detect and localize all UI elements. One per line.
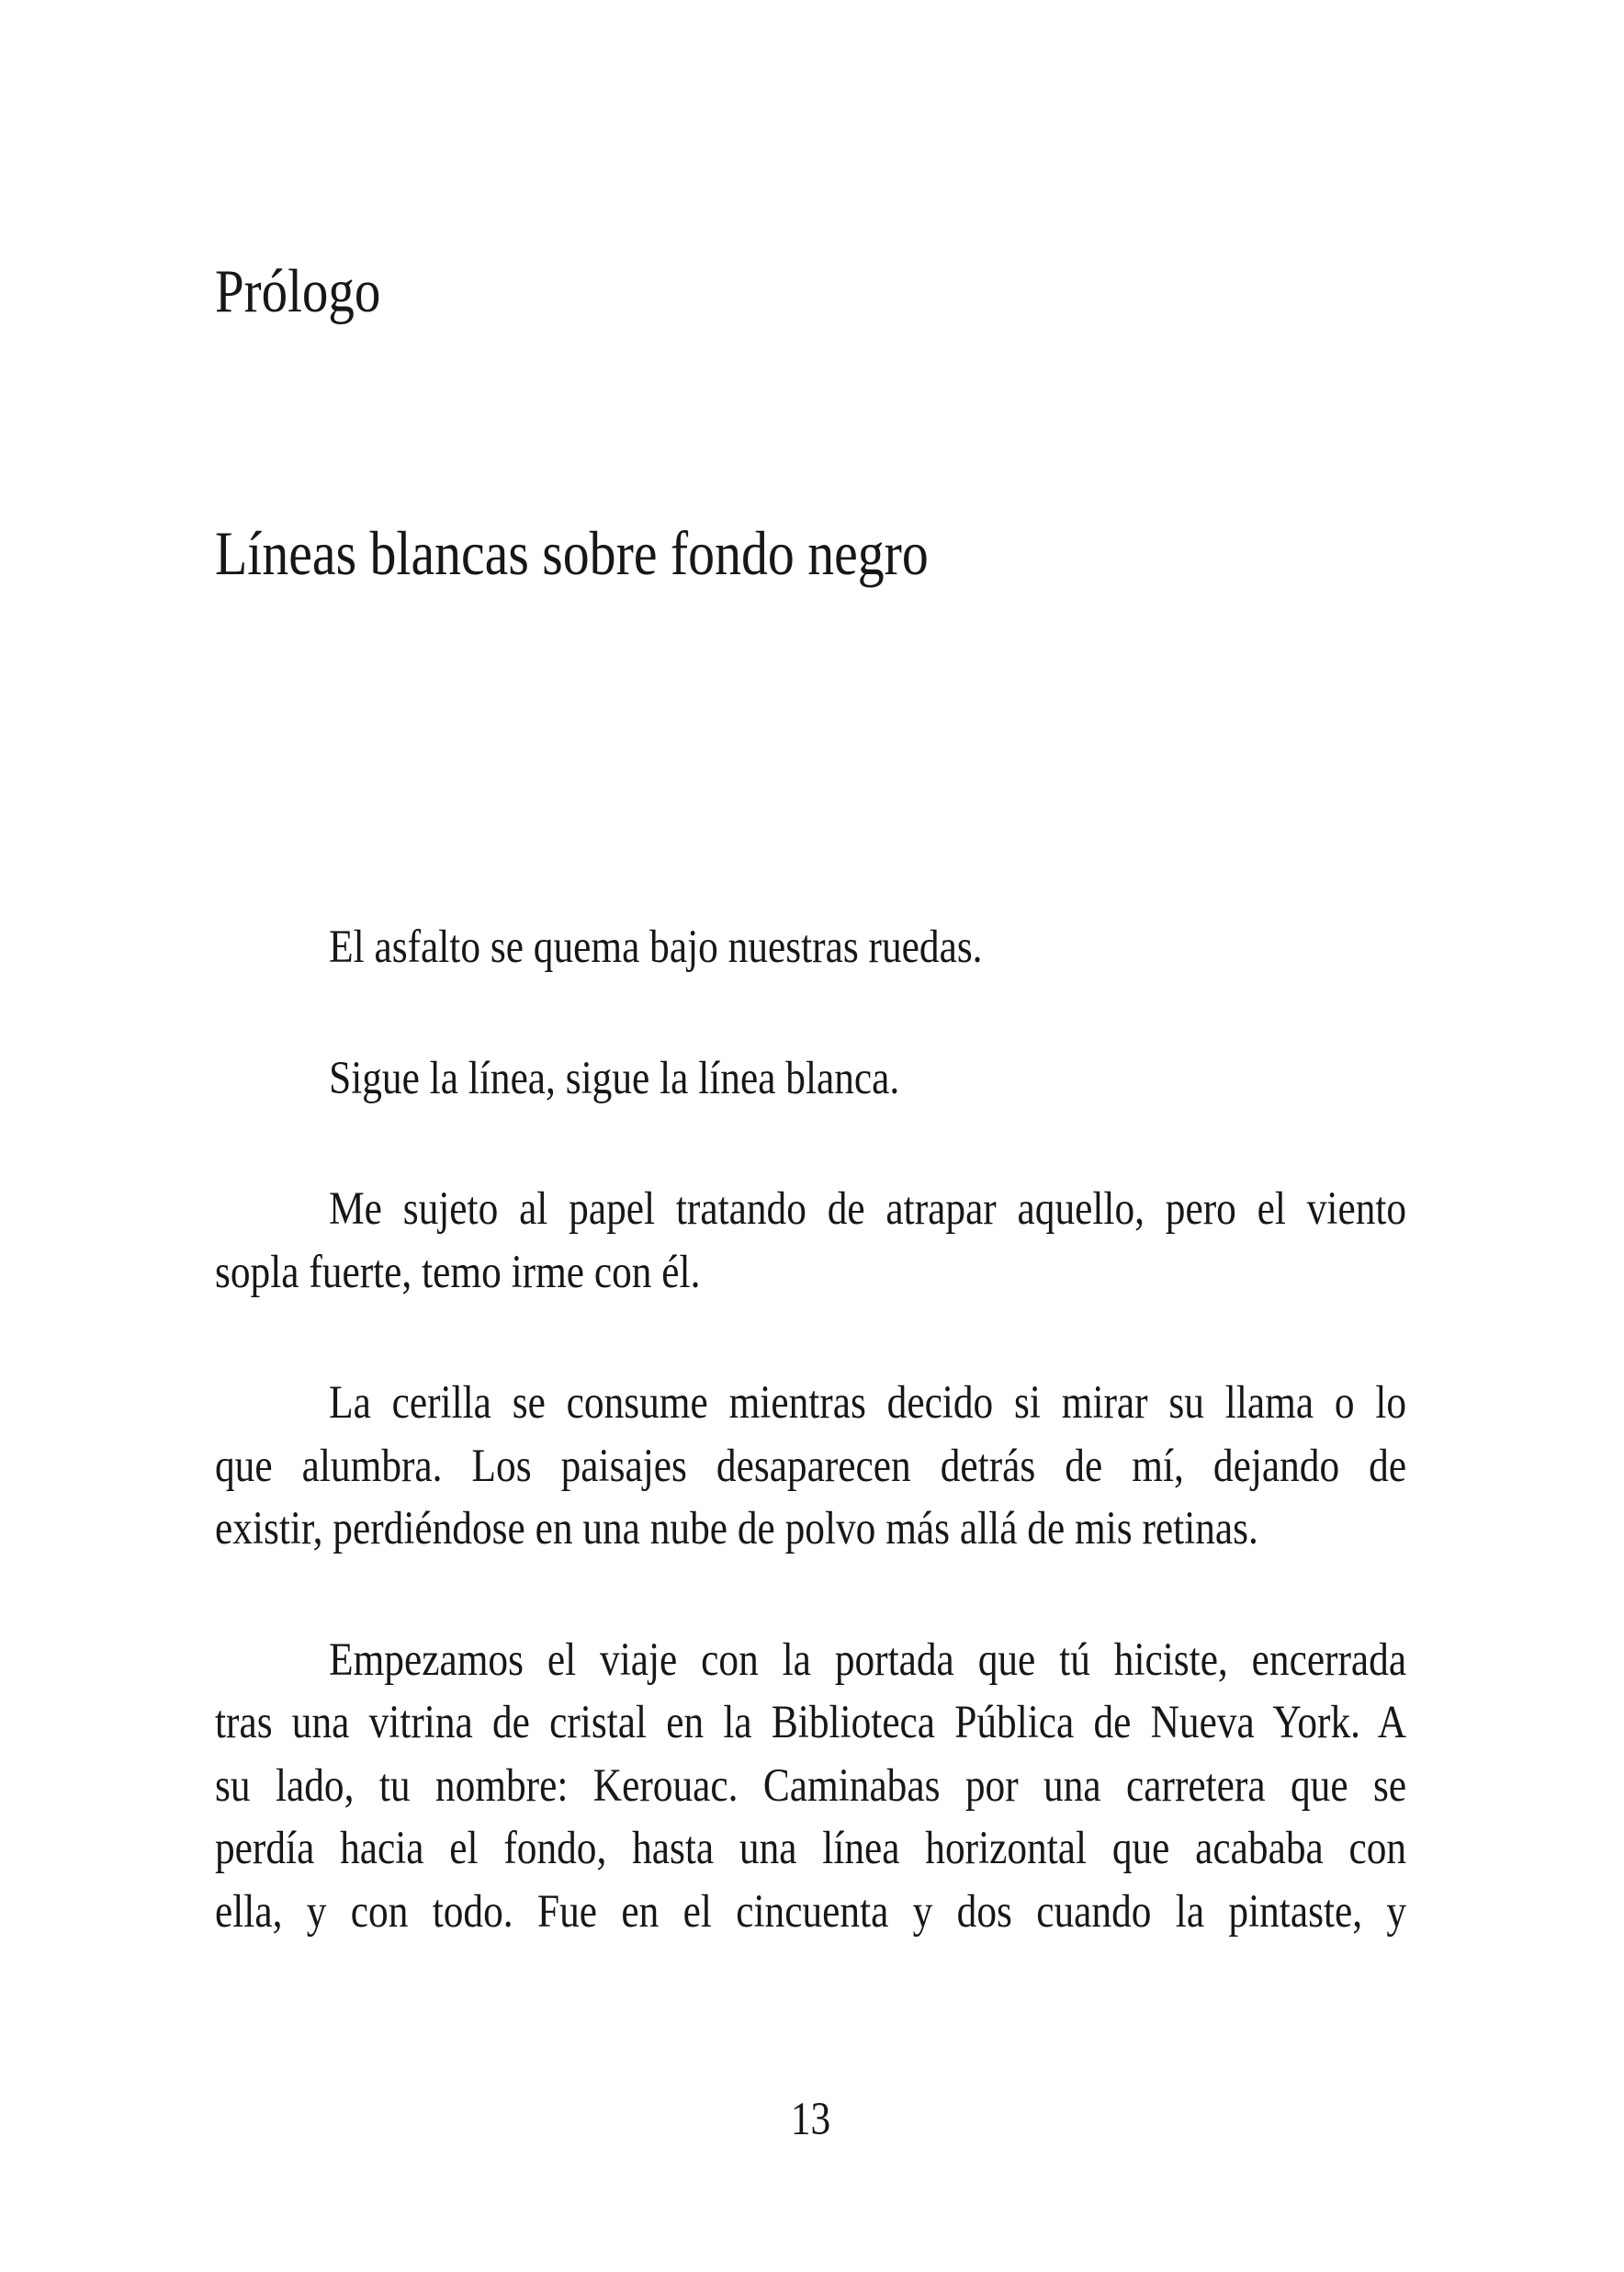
page-number: 13	[790, 2094, 831, 2145]
body-line: El asfalto se quema bajo nuestras ruedas.	[329, 921, 983, 973]
chapter-heading: Prólogo	[215, 257, 381, 325]
body-line: perdía hacia el fondo, hasta una línea horizontal que acababa con	[215, 1823, 1407, 1874]
paragraph	[215, 1047, 1406, 1111]
body-line: tras una vitrina de cristal en la Biblioteca Pública de Nueva York. A	[215, 1697, 1407, 1748]
body-paragraphs	[215, 916, 1406, 2011]
body-line: existir, perdiéndose en una nube de polvo más allá de mis retinas.	[215, 1503, 1258, 1554]
body-line: Empezamos el viaje con la portada que tú hiciste, encerrada	[329, 1633, 1407, 1686]
paragraph	[215, 1629, 1406, 1944]
paragraph	[215, 916, 1406, 979]
body-line: que alumbra. Los paisajes desaparecen detrás de mí, dejando de	[215, 1440, 1407, 1492]
paragraph	[215, 1372, 1406, 1561]
paragraph	[215, 1178, 1406, 1304]
body-line: Sigue la línea, sigue la línea blanca.	[329, 1052, 900, 1104]
body-line: La cerilla se consume mientras decido si mirar su llama o lo	[329, 1377, 1407, 1429]
text-column	[215, 0, 1406, 2272]
body-line: Me sujeto al papel tratando de atrapar aquello, pero el viento	[329, 1183, 1407, 1235]
body-line: ella, y con todo. Fue en el cincuenta y dos cuando la pintaste, y	[215, 1885, 1407, 1938]
chapter-subtitle: Líneas blancas sobre fondo negro	[215, 518, 929, 588]
body-line: sopla fuerte, temo irme con él.	[215, 1246, 701, 1298]
body-line: su lado, tu nombre: Kerouac. Caminabas por una carretera que se	[215, 1759, 1407, 1812]
